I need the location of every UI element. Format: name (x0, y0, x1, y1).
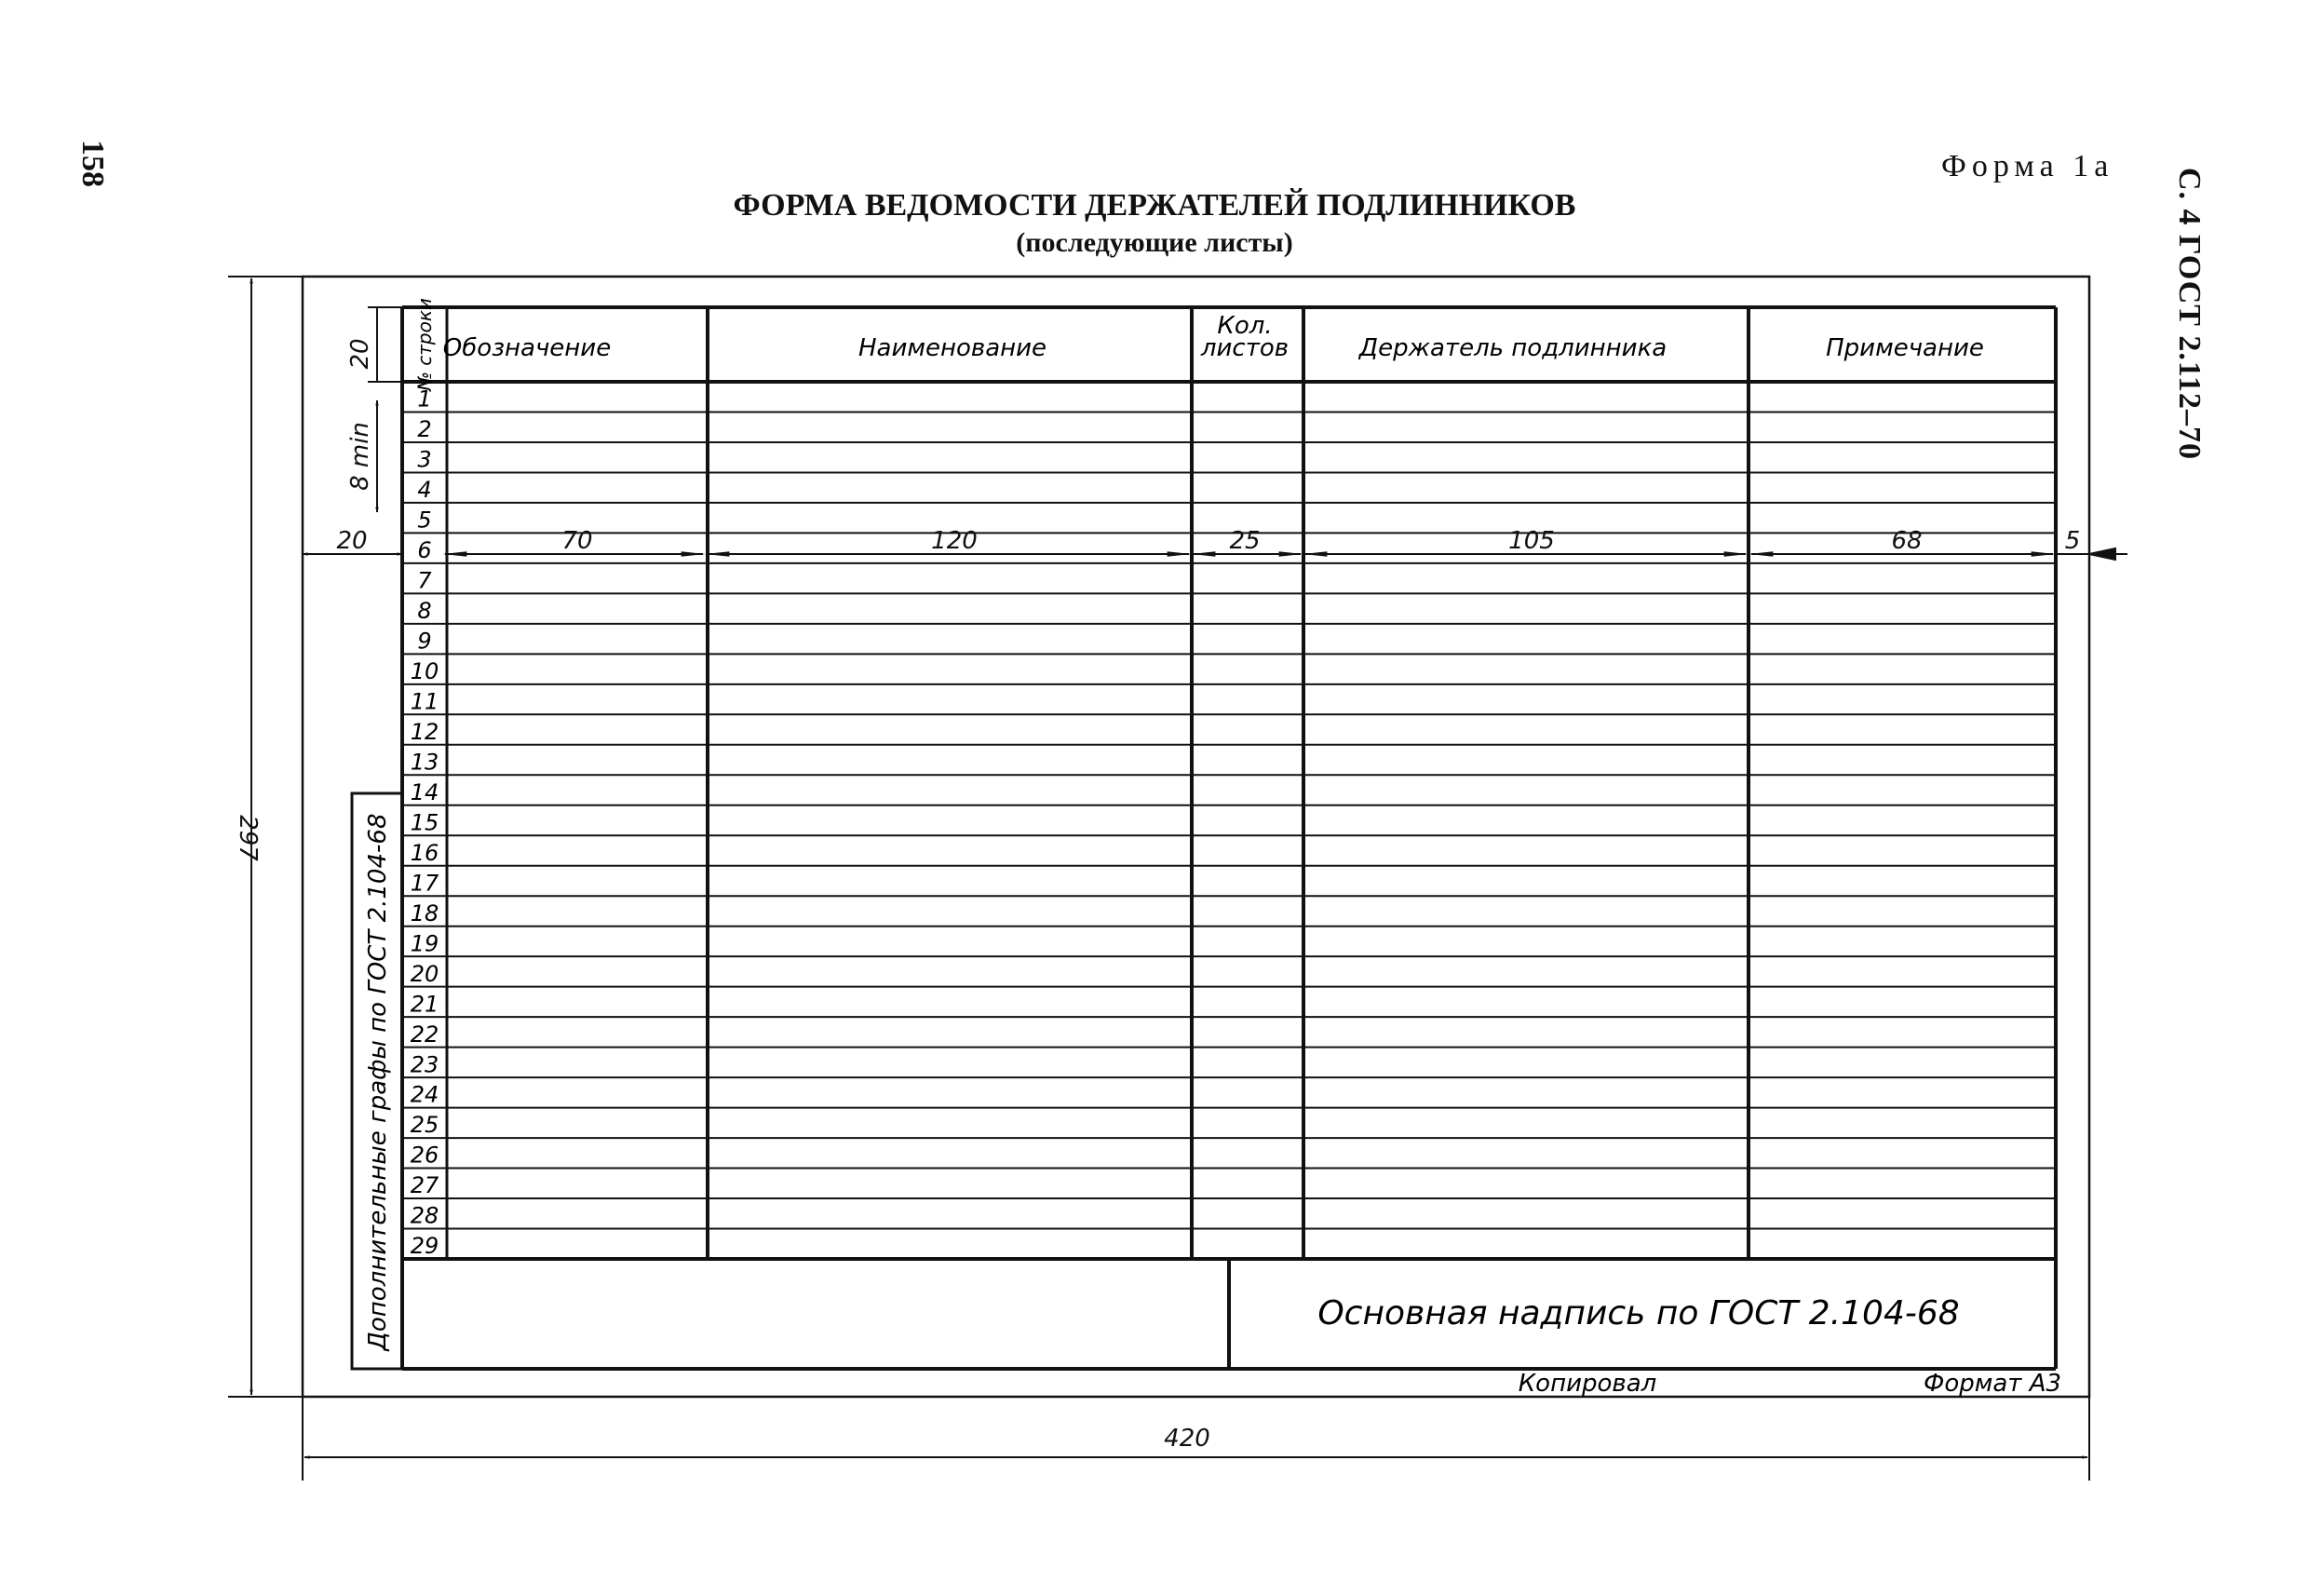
dim-row-height: 8 min (346, 422, 374, 491)
row-numbers (411, 386, 439, 1260)
table-grid (402, 307, 2056, 1259)
inner-frame (402, 307, 2056, 1369)
row-number: 22 (410, 1021, 439, 1048)
row-number: 23 (410, 1051, 439, 1078)
dim-right-margin: 5 (2064, 527, 2081, 555)
row-number: 25 (410, 1112, 439, 1139)
row-number: 17 (410, 870, 439, 897)
row-number: 8 (417, 598, 432, 625)
dim-header-height: 20 (346, 338, 374, 370)
side-columns-label: Дополнительные графы по ГОСТ 2.104-68 (364, 813, 392, 1351)
row-number: 18 (410, 899, 439, 926)
row-number: 3 (417, 446, 432, 473)
dim-left-margin: 20 (336, 527, 368, 555)
row-number: 24 (410, 1081, 439, 1108)
row-number: 27 (410, 1172, 439, 1199)
page-title: ФОРМА ВЕДОМОСТИ ДЕРЖАТЕЛЕЙ ПОДЛИННИКОВ (733, 188, 1576, 223)
row-number: 19 (410, 930, 439, 957)
row-number: 15 (410, 809, 439, 836)
row-number: 12 (410, 718, 439, 745)
dim-col-5: 68 (1891, 527, 1923, 555)
header-sheets-line1: Кол. (1217, 312, 1273, 340)
row-number: 1 (417, 385, 432, 413)
dim-col-2: 120 (931, 527, 978, 555)
title-block (402, 1259, 2056, 1369)
copied-label: Копировал (1518, 1370, 1657, 1398)
row-number: 5 (417, 507, 432, 534)
row-number: 26 (410, 1142, 439, 1169)
row-number: 20 (410, 960, 439, 987)
header-designation: Обозначение (442, 334, 612, 362)
row-number: 9 (417, 628, 432, 655)
row-number: 13 (410, 749, 439, 776)
standard-reference: С. 4 ГОСТ 2.112–70 (2172, 168, 2207, 461)
dim-sheet-width: 420 (1164, 1425, 1210, 1453)
dim-col-4: 105 (1508, 527, 1555, 555)
row-number: 4 (417, 477, 432, 504)
page-subtitle: (последующие листы) (1016, 227, 1293, 258)
format-label: Формат А3 (1923, 1370, 2062, 1398)
row-number: 10 (410, 657, 439, 684)
row-number: 28 (410, 1202, 439, 1229)
header-row-number: № строки (413, 298, 436, 391)
side-columns-block (352, 793, 402, 1369)
form-label: Форма 1а (1941, 149, 2114, 183)
dim-col-3: 25 (1229, 527, 1261, 555)
row-number: 29 (410, 1233, 439, 1260)
row-number: 16 (410, 839, 439, 866)
header-sheets-line2: листов (1200, 334, 1290, 362)
row-number: 11 (410, 688, 439, 715)
row-number: 2 (417, 416, 432, 443)
row-number: 14 (410, 778, 439, 805)
header-name: Наименование (857, 334, 1047, 362)
header-note: Примечание (1826, 334, 1984, 362)
dim-sheet-height: 297 (234, 815, 262, 861)
sheet-footer (1519, 1370, 2061, 1398)
header-holder: Держатель подлинника (1358, 334, 1668, 362)
row-number: 6 (417, 537, 432, 564)
page-number: 158 (75, 140, 110, 187)
title-block-label: Основная надпись по ГОСТ 2.104-68 (1317, 1294, 1960, 1332)
row-number: 21 (410, 991, 439, 1018)
row-number: 7 (417, 567, 432, 594)
dim-col-1: 70 (561, 527, 593, 555)
